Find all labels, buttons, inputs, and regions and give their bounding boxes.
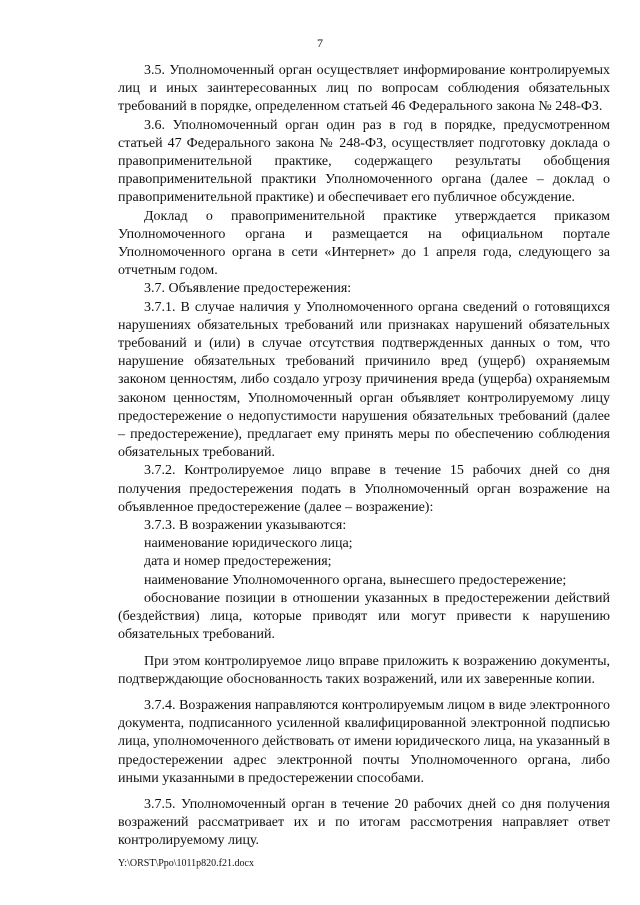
paragraph-3-5: 3.5. Уполномоченный орган осуществляет информирование контролируемых лиц и иных заинтересованных лиц по вопросам соблюдения обязательных требований в порядке, определенном статьей 46 Федерального закона № 248-ФЗ. xyxy=(118,63,610,115)
footer-file-path: Y:\ORST\Ppo\1011p820.f21.docx xyxy=(118,858,254,869)
list-item-warning-date: дата и номер предостережения; xyxy=(144,554,332,570)
page-number: 7 xyxy=(317,36,323,50)
list-item-authority-name: наименование Уполномоченного органа, вынесшего предостережение; xyxy=(144,572,567,588)
paragraph-3-7-1: 3.7.1. В случае наличия у Уполномоченного органа сведений о готовящихся нарушениях обязательных требований или признаках нарушений обязательных требований и (или) в случае отсутствия подтвержденных данных о том, что нарушение обязательных требований причинило вред (ущерб) охраняемым законом ценностям, либо создало угрозу причинения вреда (ущерба) охраняемым законом ценностям, Уполномоченный орган объявляет контролируемому лицу предостережение о недопустимости нарушения обязательных требований (далее – предостережение), предлагает ему принять меры по обеспечению соблюдения обязательных требований. xyxy=(118,299,610,461)
list-item-entity-name: наименование юридического лица; xyxy=(144,536,353,552)
paragraph-3-7-2: 3.7.2. Контролируемое лицо вправе в течение 15 рабочих дней со дня получения предостережения подать в Уполномоченный орган возражение на объявленное предостережение (далее – возражение): xyxy=(118,463,610,515)
paragraph-3-7-5: 3.7.5. Уполномоченный орган в течение 20 рабочих дней со дня получения возражений рассматривает их и по итогам рассмотрения направляет ответ контролируемому лицу. xyxy=(118,796,610,849)
paragraph-3-6: 3.6. Уполномоченный орган один раз в год в порядке, предусмотренном статьей 47 Федерального закона № 248-ФЗ, осуществляет подготовку доклада о правоприменительной практике, содержащего результаты обобщения правоприменительной практики Уполномоченного органа (далее – доклад о правоприменительной практике) и обеспечивает его публичное обсуждение. xyxy=(118,117,610,206)
paragraph-report-approval: Доклад о правоприменительной практике утверждается приказом Уполномоченного органа и размещается на официальном портале Уполномоченного органа в сети «Интернет» до 1 апреля года, следующего за отчетным годом. xyxy=(118,208,610,279)
document-body xyxy=(118,62,610,851)
paragraph-3-7-4: 3.7.4. Возражения направляются контролируемым лицом в виде электронного документа, подписанного усиленной квалифицированной электронной подписью лица, уполномоченного действовать от имени юридического лица, на указанный в предостережении адрес электронной почты Уполномоченного органа, либо иными указанными в предостережении способами. xyxy=(118,697,610,786)
paragraph-3-7-heading: 3.7. Объявление предостережения: xyxy=(144,281,352,297)
list-item-justification: обоснование позиции в отношении указанных в предостережении действий (бездействия) лица, которые приводят или могут привести к нарушению обязательных требований. xyxy=(118,590,610,643)
paragraph-3-7-3: 3.7.3. В возражении указываются: xyxy=(144,518,347,534)
paragraph-attachments: При этом контролируемое лицо вправе приложить к возражению документы, подтверждающие обоснованность таких возражений, или их заверенные копии. xyxy=(118,653,610,687)
